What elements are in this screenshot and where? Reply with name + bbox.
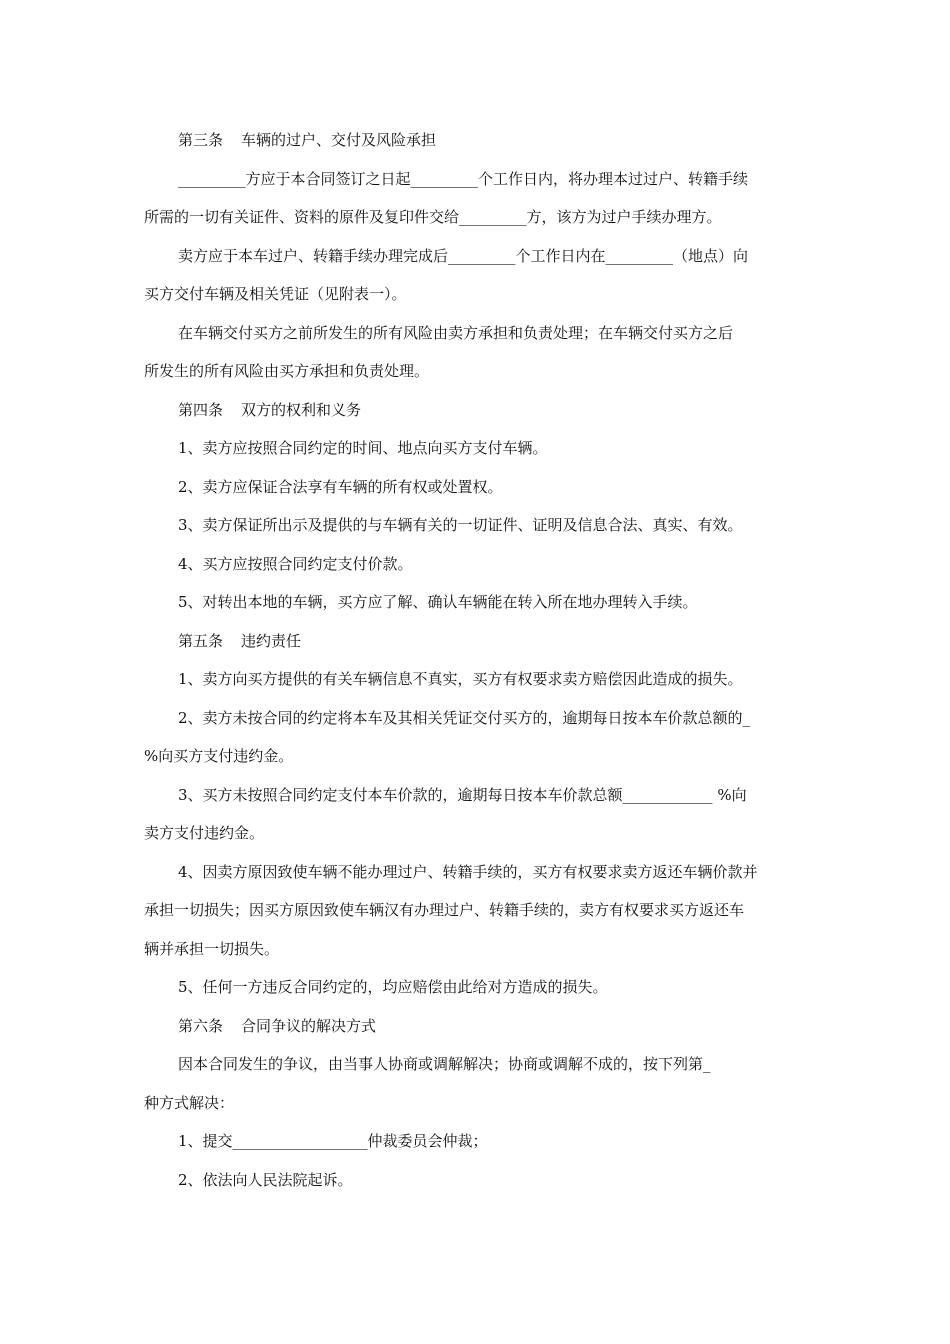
article-4-item-3: 3、卖方保证所出示及提供的与车辆有关的一切证件、证明及信息合法、真实、有效。 bbox=[178, 516, 743, 534]
article-4-title: 双方的权利和义务 bbox=[241, 401, 362, 419]
article-5-item-4-line-1: 4、因卖方原因致使车辆不能办理过户、转籍手续的，买方有权要求卖方返还车辆价款并 bbox=[178, 863, 758, 881]
article-5-item-5: 5、任何一方违反合同约定的，均应赔偿由此给对方造成的损失。 bbox=[178, 978, 608, 996]
article-3-heading bbox=[178, 129, 858, 151]
article-3-para-3-line-2: 所发生的所有风险由买方承担和负责处理。 bbox=[144, 362, 430, 380]
article-5-title: 违约责任 bbox=[241, 632, 302, 650]
article-5-item-4-line-3: 辆并承担一切损失。 bbox=[144, 940, 280, 958]
article-4-item-2: 2、卖方应保证合法享有车辆的所有权或处置权。 bbox=[178, 478, 503, 496]
article-4-item-5: 5、对转出本地的车辆，买方应了解、确认车辆能在转入所在地办理转入手续。 bbox=[178, 593, 698, 611]
article-6-number: 第六条 bbox=[178, 1017, 224, 1035]
article-4-number: 第四条 bbox=[178, 401, 224, 419]
article-4-heading bbox=[178, 399, 858, 421]
article-6-para-line-2: 种方式解决： bbox=[144, 1094, 235, 1112]
article-3-para-2-line-2: 买方交付车辆及相关凭证（见附表一）。 bbox=[144, 285, 407, 303]
article-3-title: 车辆的过户、交付及风险承担 bbox=[241, 131, 437, 149]
article-5-item-3-line-1: 3、买方未按照合同约定支付本车价款的，逾期每日按本车价款总额____________ %向 bbox=[178, 786, 747, 804]
article-5-item-2-line-2: %向买方支付违约金。 bbox=[144, 747, 294, 765]
article-4-item-4: 4、买方应按照合同约定支付价款。 bbox=[178, 555, 413, 573]
article-5-item-2-line-1: 2、卖方未按合同的约定将本车及其相关凭证交付买方的，逾期每日按本车价款总额的_ bbox=[178, 709, 751, 727]
article-3-para-2-line-1: 卖方应于本车过户、转籍手续办理完成后_________个工作日内在_________（地点）向 bbox=[178, 247, 749, 265]
article-5-item-1: 1、卖方向买方提供的有关车辆信息不真实，买方有权要求卖方赔偿因此造成的损失。 bbox=[178, 670, 743, 688]
article-3-para-1-line-2: 所需的一切有关证件、资料的原件及复印件交给_________方，该方为过户手续办理方。 bbox=[144, 208, 722, 226]
article-6-option-1: 1、提交__________________仲裁委员会仲裁； bbox=[178, 1132, 488, 1150]
article-5-item-4-line-2: 承担一切损失；因买方原因致使车辆汉有办理过户、转籍手续的，卖方有权要求买方返还车 bbox=[144, 901, 745, 919]
article-4-item-1: 1、卖方应按照合同约定的时间、地点向买方支付车辆。 bbox=[178, 439, 548, 457]
article-6-heading bbox=[178, 1015, 858, 1037]
article-3-para-3-line-1: 在车辆交付买方之前所发生的所有风险由卖方承担和负责处理；在车辆交付买方之后 bbox=[178, 324, 734, 342]
article-5-item-3-line-2: 卖方支付违约金。 bbox=[144, 824, 265, 842]
article-5-heading bbox=[178, 630, 858, 652]
article-6-title: 合同争议的解决方式 bbox=[241, 1017, 377, 1035]
article-6-para-line-1: 因本合同发生的争议，由当事人协商或调解解决；协商或调解不成的，按下列第_ bbox=[178, 1055, 711, 1073]
article-3-para-1-line-1: _________方应于本合同签订之日起_________个工作日内，将办理本过过户、转籍手续 bbox=[178, 170, 749, 188]
article-6-option-2: 2、依法向人民法院起诉。 bbox=[178, 1171, 353, 1189]
article-5-number: 第五条 bbox=[178, 632, 224, 650]
article-3-number: 第三条 bbox=[178, 131, 224, 149]
